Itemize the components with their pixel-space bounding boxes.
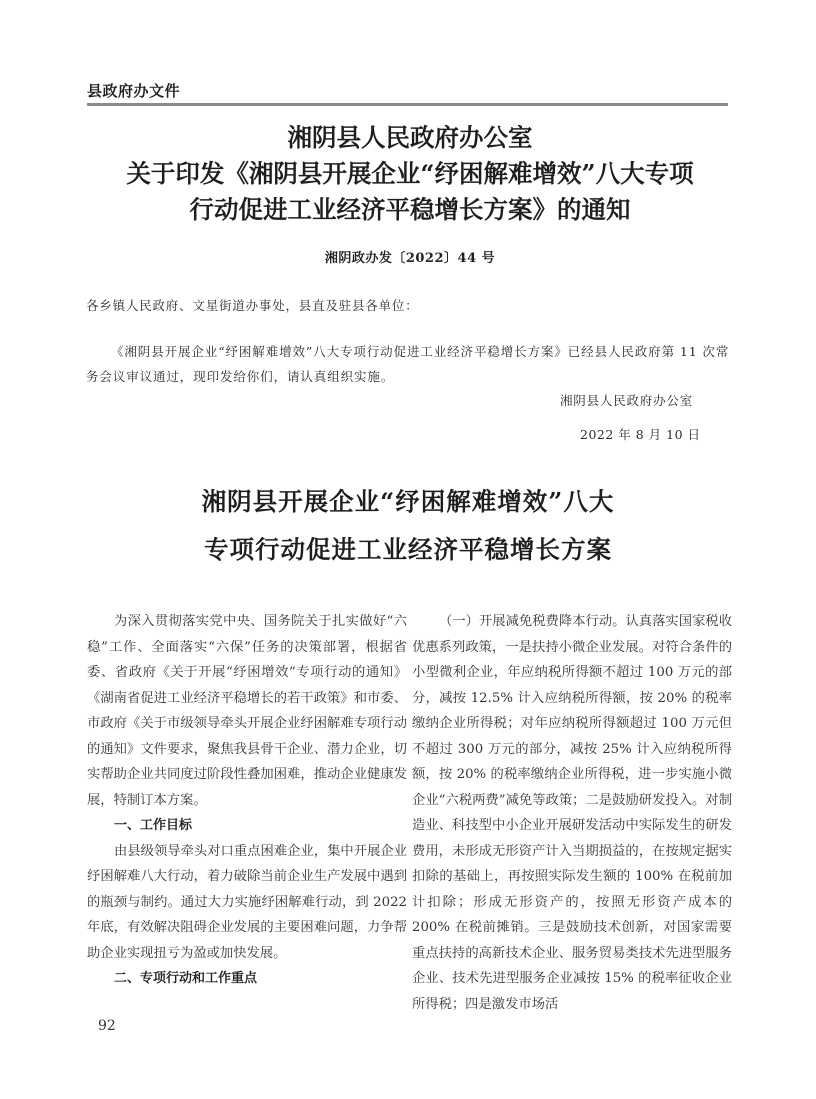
notice-title <box>60 120 760 228</box>
notice-body: 《湘阴县开展企业“纾困解难增效”八大专项行动促进工业经济平稳增长方案》已经县人民政府第 11 次常务会议审议通过，现印发给你们，请认真组织实施。 <box>86 343 730 384</box>
header-rule <box>87 103 728 106</box>
intro-paragraph: 为深入贯彻落实党中央、国务院关于扎实做好“六稳”工作、全面落实“六保”任务的决策部署，根据省委、省政府《关于开展“纾困增效”专项行动的通知》《湖南省促进工业经济平稳增长的若干政策》和市委、市政府《关于市级领导牵头开展企业纾困解难专项行动的通知》文件要求，聚焦我县骨干企业、潜力企业，切实帮助企业共同度过阶段性叠加困难，推动企业健康发展，特制订本方案。 <box>87 614 407 808</box>
heading-work-goal: 一、工作目标 <box>114 818 193 833</box>
action-1-paragraph: （一）开展减免税费降本行动。认真落实国家税收优惠系列政策，一是扶持小微企业发展。对符合条件的小型微利企业，年应纳税所得额不超过 100 万元的部分，减按 12.5% 计入应纳税所得额，按 20% 的税率缴纳企业所得税；对年应纳税所得额超过 100 万元但不超过 300 万元的部分，减按 25% 计入应纳税所得额，按 20% 的税率缴纳企业所得税，进一步实施小微企业“六税两费”减免等政策；二是鼓励研发投入。对制造业、科技型中小企业开展研发活动中实际发生的研发费用，未形成无形资产计入当期损益的，在按规定据实扣除的基础上，再按照实际发生额的 100% 在税前加计扣除；形成无形资产的，按照无形资产成本的 200% 在税前摊销。三是鼓励技术创新，对国家需要重点扶持的高新技术企业、服务贸易类技术先进型服务企业、技术先进型服务企业减按 15% 的税率征收企业所得税；四是激发市场活 <box>412 614 732 1012</box>
notice-issuer-line: 湘阴县人民政府办公室 <box>287 123 533 152</box>
notice-title-line-2: 关于印发《湘阴县开展企业“纾困解难增效”八大专项 <box>126 159 694 188</box>
page-number: 92 <box>98 1018 116 1034</box>
signer: 湘阴县人民政府办公室 <box>560 393 694 408</box>
plan-title <box>100 478 716 574</box>
document-number: 湘阴政办发〔2022〕44 号 <box>324 251 496 266</box>
plan-title-line-2: 专项行动促进工业经济平稳增长方案 <box>204 535 612 564</box>
notice-title-line-3: 行动促进工业经济平稳增长方案》的通知 <box>189 195 631 224</box>
section-label: 县政府办文件 <box>87 82 181 100</box>
left-column <box>87 609 407 992</box>
heading-special-actions: 二、专项行动和工作重点 <box>114 971 258 986</box>
sign-date: 2022 年 8 月 10 日 <box>580 427 701 442</box>
addressee: 各乡镇人民政府、文星街道办事处，县直及驻县各单位： <box>86 298 419 313</box>
plan-title-line-1: 湘阴县开展企业“纾困解难增效”八大 <box>201 487 615 516</box>
goal-paragraph: 由县级领导牵头对口重点困难企业，集中开展企业纾困解难八大行动，着力破除当前企业生产发展中遇到的瓶颈与制约。通过大力实施纾困解难行动，到 2022 年底，有效解决阻碍企业发展的主要困难问题，力争帮助企业实现扭亏为盈或加快发展。 <box>87 843 407 961</box>
right-column <box>412 609 732 1017</box>
